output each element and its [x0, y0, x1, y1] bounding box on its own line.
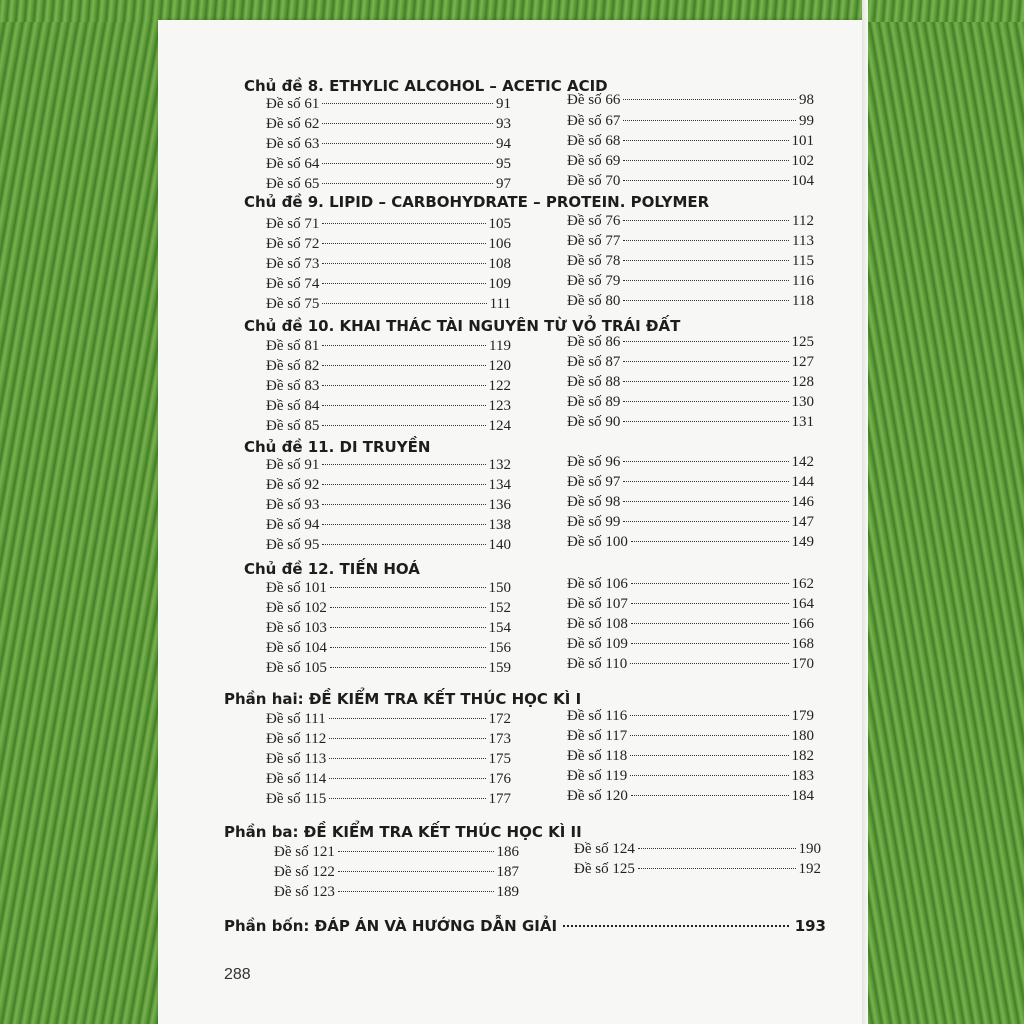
entry-page: 168	[791, 636, 814, 652]
entry-label: Đề số 65	[266, 176, 320, 192]
entry-label: Đề số 112	[266, 731, 327, 747]
dot-leader	[623, 160, 788, 161]
toc-entry[interactable]	[567, 173, 814, 193]
entry-page: 147	[791, 514, 814, 530]
toc-entry[interactable]	[567, 273, 814, 293]
entry-page: 180	[791, 728, 814, 744]
entry-label: Đề số 66	[567, 92, 621, 108]
toc-entry[interactable]	[266, 116, 511, 136]
dot-leader	[623, 99, 796, 100]
entry-page: 124	[488, 418, 511, 434]
entry-label: Đề số 124	[574, 841, 635, 857]
entry-label: Đề số 114	[266, 771, 327, 787]
entry-label: Đề số 91	[266, 457, 320, 473]
dot-leader	[330, 587, 486, 588]
dot-leader	[338, 851, 494, 852]
dot-leader	[623, 280, 789, 281]
entry-page: 149	[791, 534, 814, 550]
section-title: Chủ đề 10. KHAI THÁC TÀI NGUYÊN TỪ VỎ TRÁI ĐẤT	[244, 317, 681, 335]
toc-entry[interactable]	[266, 136, 511, 156]
entry-page: 184	[791, 788, 814, 804]
entry-page: 109	[488, 276, 511, 292]
entry-label: Đề số 93	[266, 497, 320, 513]
final-part-label: Phần bốn: ĐÁP ÁN VÀ HƯỚNG DẪN GIẢI	[224, 917, 558, 935]
toc-entry[interactable]	[567, 494, 814, 514]
toc-entry[interactable]	[266, 378, 511, 398]
toc-entry[interactable]	[266, 497, 511, 517]
entry-page: 166	[791, 616, 814, 632]
entry-label: Đề số 103	[266, 620, 327, 636]
toc-entry[interactable]	[266, 477, 511, 497]
entry-label: Đề số 107	[567, 596, 628, 612]
toc-entry[interactable]	[567, 233, 814, 253]
dot-leader	[329, 778, 485, 779]
final-part-entry[interactable]	[224, 917, 826, 939]
dot-leader	[330, 647, 486, 648]
entry-page: 91	[496, 96, 511, 112]
toc-entry[interactable]	[567, 474, 814, 494]
dot-leader	[623, 401, 788, 402]
entry-page: 113	[792, 233, 814, 249]
entry-label: Đề số 82	[266, 358, 320, 374]
entry-page: 116	[792, 273, 814, 289]
toc-entry[interactable]	[567, 616, 814, 636]
entry-page: 128	[791, 374, 814, 390]
entry-label: Đề số 80	[567, 293, 621, 309]
section-title: Chủ đề 11. DI TRUYỀN	[244, 438, 431, 456]
entry-page: 177	[488, 791, 511, 807]
entry-label: Đề số 69	[567, 153, 621, 169]
dot-leader	[322, 223, 485, 224]
entry-label: Đề số 68	[567, 133, 621, 149]
toc-entry[interactable]	[567, 253, 814, 273]
entry-page: 95	[496, 156, 511, 172]
toc-entry[interactable]	[567, 768, 814, 788]
entry-page: 108	[488, 256, 511, 272]
dot-leader	[631, 541, 789, 542]
entry-label: Đề số 102	[266, 600, 327, 616]
entry-label: Đề số 118	[567, 748, 628, 764]
entry-page: 183	[791, 768, 814, 784]
dot-leader	[322, 183, 493, 184]
toc-entry[interactable]	[567, 748, 814, 768]
section-title: Chủ đề 12. TIẾN HOÁ	[244, 560, 420, 578]
part-title: Phần ba: ĐỀ KIỂM TRA KẾT THÚC HỌC KÌ II	[224, 823, 582, 841]
entry-label: Đề số 97	[567, 474, 621, 490]
entry-page: 115	[792, 253, 814, 269]
entry-label: Đề số 108	[567, 616, 628, 632]
entry-page: 130	[791, 394, 814, 410]
entry-label: Đề số 121	[274, 844, 335, 860]
entry-page: 104	[791, 173, 814, 189]
toc-entry[interactable]	[266, 537, 511, 557]
toc-entry[interactable]	[567, 728, 814, 748]
dot-leader	[631, 795, 789, 796]
entry-page: 164	[791, 596, 814, 612]
entry-label: Đề số 111	[266, 711, 326, 727]
toc-entry[interactable]	[266, 296, 511, 316]
entry-label: Đề số 75	[266, 296, 320, 312]
entry-page: 122	[488, 378, 511, 394]
entry-label: Đề số 86	[567, 334, 621, 350]
toc-entry[interactable]	[266, 358, 511, 378]
dot-leader	[638, 848, 796, 849]
toc-entry[interactable]	[266, 338, 511, 358]
entry-page: 172	[488, 711, 511, 727]
entry-label: Đề số 77	[567, 233, 621, 249]
entry-label: Đề số 122	[274, 864, 335, 880]
dot-leader	[631, 583, 789, 584]
entry-page: 140	[488, 537, 511, 553]
dot-leader	[322, 504, 485, 505]
entry-page: 105	[488, 216, 511, 232]
entry-label: Đề số 83	[266, 378, 320, 394]
dot-leader	[623, 120, 796, 121]
toc-entry[interactable]	[266, 640, 511, 660]
section-title: Chủ đề 8. ETHYLIC ALCOHOL – ACETIC ACID	[244, 77, 608, 95]
entry-label: Đề số 119	[567, 768, 628, 784]
dot-leader	[630, 715, 788, 716]
entry-page: 125	[791, 334, 814, 350]
dot-leader	[329, 738, 485, 739]
entry-page: 190	[798, 841, 821, 857]
entry-page: 186	[496, 844, 519, 860]
toc-entry[interactable]	[266, 96, 511, 116]
entry-page: 159	[488, 660, 511, 676]
entry-page: 99	[799, 113, 814, 129]
toc-entry[interactable]	[574, 861, 821, 881]
toc-entry[interactable]	[567, 153, 814, 173]
dot-leader	[322, 163, 493, 164]
dot-leader	[623, 260, 789, 261]
toc-entry[interactable]	[266, 517, 511, 537]
toc-entry[interactable]	[567, 576, 814, 596]
toc-entry[interactable]	[567, 596, 814, 616]
entry-label: Đề số 85	[266, 418, 320, 434]
entry-page: 176	[488, 771, 511, 787]
dot-leader	[638, 868, 796, 869]
toc-entry[interactable]	[266, 276, 511, 296]
entry-label: Đề số 104	[266, 640, 327, 656]
entry-page: 138	[488, 517, 511, 533]
dot-leader	[322, 283, 485, 284]
dot-leader	[338, 871, 494, 872]
toc-entry[interactable]	[567, 374, 814, 394]
toc-entry[interactable]	[567, 133, 814, 153]
toc-entry[interactable]	[266, 418, 511, 438]
entry-page: 118	[792, 293, 814, 309]
dot-leader	[329, 798, 485, 799]
entry-label: Đề số 105	[266, 660, 327, 676]
entry-page: 162	[791, 576, 814, 592]
dot-leader	[329, 758, 485, 759]
entry-page: 156	[488, 640, 511, 656]
toc-entry[interactable]	[567, 534, 814, 554]
dot-leader	[623, 501, 788, 502]
toc-entry[interactable]	[567, 636, 814, 656]
dot-leader	[322, 243, 485, 244]
grass-background-left	[0, 0, 160, 1024]
entry-label: Đề số 95	[266, 537, 320, 553]
toc-entry[interactable]	[266, 620, 511, 640]
entry-label: Đề số 62	[266, 116, 320, 132]
toc-entry[interactable]	[266, 751, 511, 771]
entry-page: 134	[488, 477, 511, 493]
dot-leader	[630, 755, 788, 756]
dot-leader	[630, 663, 788, 664]
toc-entry[interactable]	[567, 514, 814, 534]
dot-leader	[623, 300, 789, 301]
entry-label: Đề số 120	[567, 788, 628, 804]
entry-label: Đề số 74	[266, 276, 320, 292]
toc-entry[interactable]	[567, 354, 814, 374]
toc-entry[interactable]	[567, 414, 814, 434]
entry-label: Đề số 94	[266, 517, 320, 533]
entry-label: Đề số 101	[266, 580, 327, 596]
toc-entry[interactable]	[266, 156, 511, 176]
entry-label: Đề số 61	[266, 96, 320, 112]
toc-entry[interactable]	[266, 236, 511, 256]
table-of-contents	[158, 20, 863, 1024]
dot-leader	[631, 603, 789, 604]
dot-leader	[330, 667, 486, 668]
toc-entry[interactable]	[574, 841, 821, 861]
entry-label: Đề số 88	[567, 374, 621, 390]
entry-label: Đề số 92	[266, 477, 320, 493]
dot-leader	[630, 775, 788, 776]
entry-label: Đề số 106	[567, 576, 628, 592]
toc-entry[interactable]	[266, 398, 511, 418]
dot-leader	[330, 627, 486, 628]
dot-leader	[322, 524, 485, 525]
toc-entry[interactable]	[266, 731, 511, 751]
dot-leader	[623, 461, 788, 462]
entry-label: Đề số 67	[567, 113, 621, 129]
dot-leader	[322, 385, 485, 386]
entry-label: Đề số 98	[567, 494, 621, 510]
toc-entry[interactable]	[266, 791, 511, 811]
entry-page: 93	[496, 116, 511, 132]
dot-leader	[623, 381, 788, 382]
toc-entry[interactable]	[274, 864, 519, 884]
entry-label: Đề số 76	[567, 213, 621, 229]
toc-entry[interactable]	[266, 580, 511, 600]
toc-entry[interactable]	[567, 113, 814, 133]
book-page	[158, 20, 863, 1024]
entry-label: Đề số 113	[266, 751, 327, 767]
dot-leader	[322, 123, 493, 124]
entry-page: 127	[791, 354, 814, 370]
dot-leader	[338, 891, 494, 892]
entry-page: 142	[791, 454, 814, 470]
entry-label: Đề số 110	[567, 656, 628, 672]
dot-leader	[623, 341, 788, 342]
entry-page: 170	[791, 656, 814, 672]
entry-label: Đề số 115	[266, 791, 327, 807]
dot-leader	[623, 361, 788, 362]
toc-entry[interactable]	[266, 711, 511, 731]
toc-entry[interactable]	[567, 788, 814, 808]
entry-page: 175	[488, 751, 511, 767]
entry-page: 119	[489, 338, 511, 354]
dot-leader	[623, 220, 789, 221]
entry-page: 187	[496, 864, 519, 880]
entry-label: Đề số 72	[266, 236, 320, 252]
entry-label: Đề số 64	[266, 156, 320, 172]
toc-entry[interactable]	[567, 454, 814, 474]
entry-page: 97	[496, 176, 511, 192]
entry-page: 106	[488, 236, 511, 252]
entry-label: Đề số 90	[567, 414, 621, 430]
page-edge	[862, 0, 868, 1024]
dot-leader	[322, 425, 485, 426]
dot-leader	[623, 240, 789, 241]
dot-leader	[322, 263, 485, 264]
entry-label: Đề số 99	[567, 514, 621, 530]
toc-entry[interactable]	[567, 394, 814, 414]
entry-page: 94	[496, 136, 511, 152]
entry-label: Đề số 100	[567, 534, 628, 550]
toc-entry[interactable]	[567, 708, 814, 728]
dot-leader	[322, 464, 485, 465]
entry-page: 144	[791, 474, 814, 490]
dot-leader	[623, 481, 788, 482]
entry-label: Đề số 71	[266, 216, 320, 232]
dot-leader	[623, 180, 788, 181]
toc-entry[interactable]	[567, 656, 814, 676]
entry-page: 179	[791, 708, 814, 724]
entry-page: 131	[791, 414, 814, 430]
entry-page: 152	[488, 600, 511, 616]
entry-label: Đề số 123	[274, 884, 335, 900]
part-title: Phần hai: ĐỀ KIỂM TRA KẾT THÚC HỌC KÌ I	[224, 690, 582, 708]
toc-entry[interactable]	[266, 457, 511, 477]
entry-page: 154	[488, 620, 511, 636]
grass-background-right	[864, 0, 1024, 1024]
toc-entry[interactable]	[266, 216, 511, 236]
page-number: 288	[224, 966, 251, 983]
dot-leader	[322, 345, 486, 346]
entry-label: Đề số 81	[266, 338, 320, 354]
dot-leader	[322, 143, 493, 144]
entry-page: 101	[791, 133, 814, 149]
entry-label: Đề số 125	[574, 861, 635, 877]
entry-page: 150	[488, 580, 511, 596]
toc-entry[interactable]	[567, 213, 814, 233]
dot-leader	[322, 103, 493, 104]
dot-leader	[623, 521, 788, 522]
entry-page: 173	[488, 731, 511, 747]
entry-page: 182	[791, 748, 814, 764]
entry-label: Đề số 87	[567, 354, 621, 370]
entry-page: 189	[496, 884, 519, 900]
toc-entry[interactable]	[266, 600, 511, 620]
entry-label: Đề số 116	[567, 708, 628, 724]
toc-entry[interactable]	[266, 256, 511, 276]
toc-entry[interactable]	[274, 844, 519, 864]
dot-leader	[322, 365, 485, 366]
dot-leader	[322, 544, 485, 545]
toc-entry[interactable]	[274, 884, 519, 904]
dot-leader	[563, 925, 789, 927]
entry-page: 120	[488, 358, 511, 374]
entry-label: Đề số 70	[567, 173, 621, 189]
entry-label: Đề số 84	[266, 398, 320, 414]
dot-leader	[630, 735, 788, 736]
entry-label: Đề số 73	[266, 256, 320, 272]
toc-entry[interactable]	[266, 771, 511, 791]
entry-label: Đề số 79	[567, 273, 621, 289]
entry-label: Đề số 63	[266, 136, 320, 152]
entry-page: 192	[798, 861, 821, 877]
toc-entry[interactable]	[567, 92, 814, 112]
entry-page: 112	[792, 213, 814, 229]
final-part-page: 193	[794, 917, 826, 935]
entry-page: 146	[791, 494, 814, 510]
dot-leader	[631, 623, 789, 624]
entry-label: Đề số 109	[567, 636, 628, 652]
toc-entry[interactable]	[567, 293, 814, 313]
dot-leader	[322, 303, 486, 304]
entry-label: Đề số 117	[567, 728, 628, 744]
entry-page: 111	[489, 296, 511, 312]
dot-leader	[330, 607, 486, 608]
dot-leader	[322, 484, 485, 485]
dot-leader	[631, 643, 789, 644]
dot-leader	[623, 140, 788, 141]
entry-label: Đề số 78	[567, 253, 621, 269]
entry-page: 132	[488, 457, 511, 473]
dot-leader	[623, 421, 788, 422]
entry-page: 98	[799, 92, 814, 108]
toc-entry[interactable]	[266, 660, 511, 680]
entry-page: 123	[488, 398, 511, 414]
toc-entry[interactable]	[567, 334, 814, 354]
section-title: Chủ đề 9. LIPID – CARBOHYDRATE – PROTEIN. POLYMER	[244, 193, 710, 211]
dot-leader	[322, 405, 485, 406]
entry-page: 102	[791, 153, 814, 169]
dot-leader	[329, 718, 486, 719]
grass-background-top	[0, 0, 1024, 22]
entry-page: 136	[488, 497, 511, 513]
entry-label: Đề số 96	[567, 454, 621, 470]
entry-label: Đề số 89	[567, 394, 621, 410]
